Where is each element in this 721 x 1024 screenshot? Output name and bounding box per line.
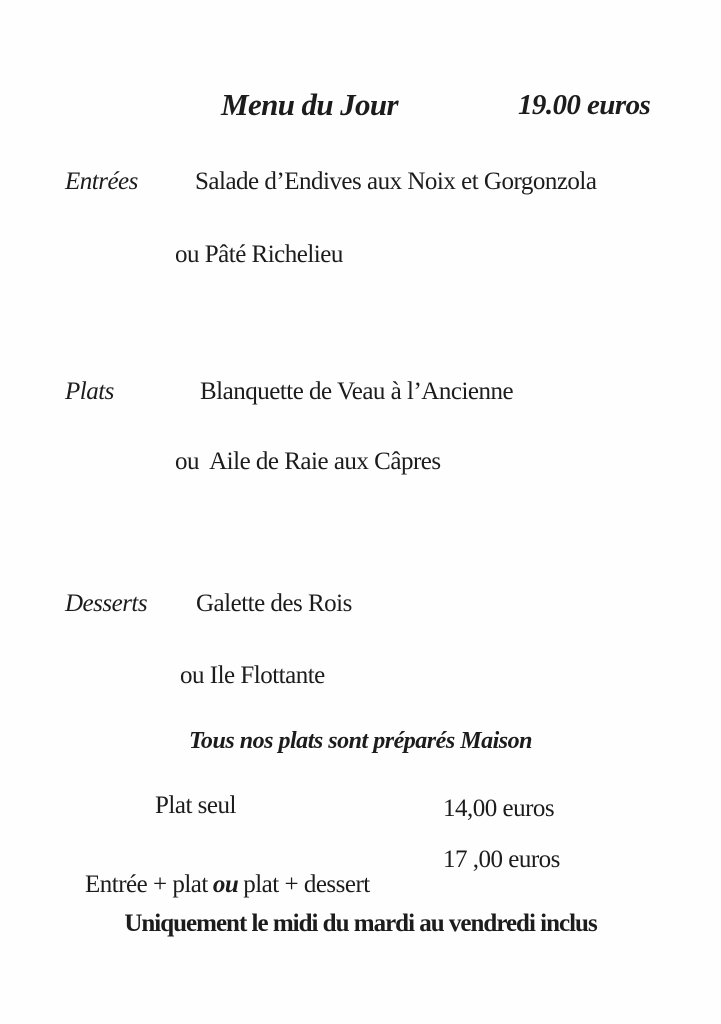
plat-seul-label: Plat seul — [155, 792, 236, 819]
plats-label: Plats — [65, 378, 114, 405]
menu-title: Menu du Jour — [221, 87, 398, 122]
formule-label-part2: plat + dessert — [243, 870, 370, 898]
plat-seul-price: 14,00 euros — [443, 795, 555, 822]
formule-label-part1: Entrée + plat — [85, 870, 208, 898]
plats-dish: Blanquette de Veau à l’Ancienne — [200, 378, 514, 405]
plats-alternative: ou Aile de Raie aux Câpres — [175, 448, 441, 475]
desserts-alternative: ou Ile Flottante — [180, 662, 325, 689]
desserts-dish: Galette des Rois — [196, 590, 352, 617]
homemade-note: Tous nos plats sont préparés Maison — [188, 728, 533, 754]
formule-price: 17 ,00 euros — [443, 846, 560, 873]
desserts-label: Desserts — [65, 590, 148, 617]
menu-price: 19.00 euros — [518, 89, 651, 121]
availability-footer: Uniquement le midi du mardi au vendredi inclus — [124, 910, 597, 937]
entrees-alternative: ou Pâté Richelieu — [175, 241, 343, 268]
entrees-dish: Salade d’Endives aux Noix et Gorgonzola — [195, 168, 597, 195]
formule-or: ou — [212, 870, 239, 898]
entrees-label: Entrées — [65, 168, 138, 195]
